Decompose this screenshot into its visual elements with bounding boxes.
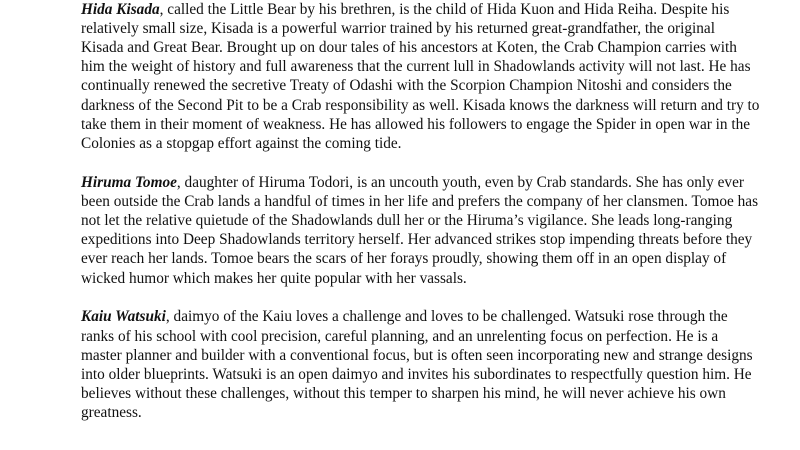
character-name: Hida Kisada [81, 0, 160, 18]
paragraph-body: , called the Little Bear by his brethren, is the child of Hida Kuon and Hida Reiha. Despite his relatively small size, Kisada is a powerful warrior trained by his returned great-grandfather, the original Kisada and Great Bear. Brought up on dour tales of his ancestors at Koten, the Crab Champion carries with him the weight of history and full awareness that the current lull in Shadowlands activity will not last. He has continually renewed the secretive Treaty of Odashi with the Scorpion Champion Nitoshi and considers the darkness of the Second Pit to be a Crab responsibility as well. Kisada knows the darkness will return and try to take them in their moment of weakness. He has allowed his followers to engage the Spider in open war in the Colonies as a stopgap effort against the coming tide. [81, 0, 760, 152]
paragraph-body: , daimyo of the Kaiu loves a challenge and loves to be challenged. Watsuki rose through the ranks of his school with cool precision, careful planning, and an unrelenting focus on perfection. He is a master planner and builder with a conventional focus, but is often seen incorporating new and strange designs into older blueprints. Watsuki is an open daimyo and invites his subordinates to respectfully question him. He believes without these challenges, without this temper to sharpen his mind, he will never achieve his own greatness. [81, 308, 753, 422]
paragraph-hiruma-tomoe [81, 173, 761, 288]
document-page [81, 0, 761, 442]
character-name: Kaiu Watsuki [81, 308, 166, 326]
character-name: Hiruma Tomoe [81, 173, 177, 191]
paragraph-kaiu-watsuki [81, 307, 761, 422]
paragraph-hida-kisada [81, 0, 761, 153]
paragraph-body: , daughter of Hiruma Todori, is an uncouth youth, even by Crab standards. She has only ever been outside the Crab lands a handful of times in her life and prefers the company of her clansmen. Tomoe has not let the relative quietude of the Shadowlands dull her or the Hiruma’s vigilance. She leads long-ranging expeditions into Deep Shadowlands territory herself. Her advanced strikes stop impending threats before they ever reach her lands. Tomoe bears the scars of her forays proudly, showing them off in an open display of wicked humor which makes her quite popular with her vassals. [81, 173, 759, 287]
